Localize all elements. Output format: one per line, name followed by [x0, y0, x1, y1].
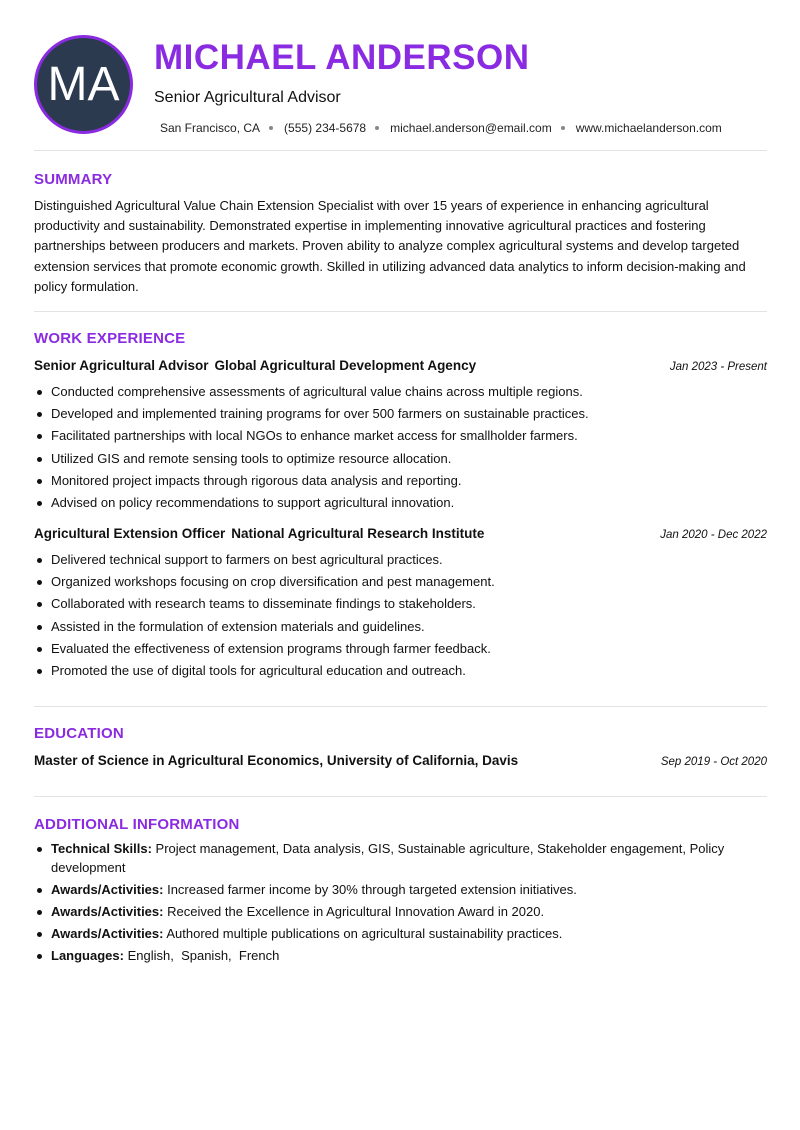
avatar — [34, 35, 133, 134]
list-item: Collaborated with research teams to disseminate findings to stakeholders. — [34, 593, 767, 615]
divider — [34, 150, 767, 151]
info-label: Languages: — [51, 948, 124, 963]
list-item: Assisted in the formulation of extension materials and guidelines. — [34, 616, 767, 638]
list-item: Utilized GIS and remote sensing tools to optimize resource allocation. — [34, 448, 767, 470]
list-item: Facilitated partnerships with local NGOs to enhance market access for smallholder farmers. — [34, 425, 767, 447]
info-text: English, Spanish, French — [127, 948, 280, 963]
job-role: Agricultural Extension Officer — [34, 526, 226, 541]
education-degree: Master of Science in Agricultural Economics, University of California, Davis — [34, 753, 519, 768]
info-text: Authored multiple publications on agricultural sustainability practices. — [166, 925, 563, 941]
list-item: Evaluated the effectiveness of extension programs through farmer feedback. — [34, 638, 767, 660]
job-bullets — [34, 549, 767, 682]
contact-website: www.michaelanderson.com — [575, 121, 722, 135]
list-item: Organized workshops focusing on crop diversification and pest management. — [34, 571, 767, 593]
contact-separator — [269, 126, 273, 130]
job-organization: National Agricultural Research Institute — [231, 526, 485, 541]
contact-separator — [375, 126, 379, 130]
job-dates: Jan 2023 - Present — [669, 361, 767, 373]
job-role: Senior Agricultural Advisor — [34, 358, 209, 373]
job-role-line — [34, 526, 484, 541]
contact-location: San Francisco, CA — [160, 121, 261, 135]
job-bullets — [34, 381, 767, 514]
list-item — [34, 840, 767, 877]
list-item: Advised on policy recommendations to support agricultural innovation. — [34, 492, 767, 514]
job-header — [34, 526, 767, 541]
candidate-title: Senior Agricultural Advisor — [154, 89, 341, 106]
divider — [34, 706, 767, 707]
education-dates: Sep 2019 - Oct 2020 — [660, 756, 767, 768]
list-item — [34, 903, 767, 922]
avatar-initials: MA — [47, 58, 120, 111]
list-item: Conducted comprehensive assessments of agricultural value chains across multiple regions. — [34, 381, 767, 403]
job-organization: Global Agricultural Development Agency — [214, 358, 477, 373]
education-entry — [34, 753, 767, 768]
summary-text: Distinguished Agricultural Value Chain Extension Specialist with over 15 years of experience in enhancing agricultural productivity and sustainability. Demonstrated expertise in implementing innovative agricultural practices and fostering partnerships between producers and markets. Proven ability to analyze complex agricultural systems and develop targeted extension services that promote economic growth. Skilled in utilizing advanced data analytics to inform decision-making and policy formulation. — [34, 198, 746, 294]
experience-heading: WORK EXPERIENCE — [34, 330, 186, 347]
contact-bar — [160, 121, 722, 135]
divider — [34, 796, 767, 797]
additional-heading: ADDITIONAL INFORMATION — [34, 816, 240, 833]
info-label: Awards/Activities: — [51, 925, 164, 941]
info-text: Increased farmer income by 30% through targeted extension initiatives. — [167, 881, 577, 897]
summary-heading: SUMMARY — [34, 171, 113, 188]
additional-list — [34, 840, 767, 969]
list-item: Delivered technical support to farmers on best agricultural practices. — [34, 549, 767, 571]
list-item — [34, 881, 767, 900]
list-item: Promoted the use of digital tools for agricultural education and outreach. — [34, 660, 767, 682]
info-label: Awards/Activities: — [51, 903, 164, 919]
info-label: Technical Skills: — [51, 841, 152, 856]
info-text: Project management, Data analysis, GIS, Sustainable agriculture, Stakeholder engagement, Policy development — [51, 841, 725, 875]
job-role-line — [34, 358, 476, 373]
list-item — [34, 947, 767, 966]
list-item — [34, 925, 767, 944]
list-item: Monitored project impacts through rigorous data analysis and reporting. — [34, 470, 767, 492]
job-dates: Jan 2020 - Dec 2022 — [660, 529, 767, 541]
contact-email: michael.anderson@email.com — [390, 121, 552, 135]
contact-phone: (555) 234-5678 — [284, 121, 367, 135]
education-heading: EDUCATION — [34, 725, 124, 742]
divider — [34, 311, 767, 312]
info-label: Awards/Activities: — [51, 881, 164, 897]
candidate-name: MICHAEL ANDERSON — [154, 38, 530, 77]
list-item: Developed and implemented training programs for over 500 farmers on sustainable practices. — [34, 403, 767, 425]
job-header — [34, 358, 767, 373]
contact-separator — [561, 126, 565, 130]
info-text: Received the Excellence in Agricultural Innovation Award in 2020. — [167, 903, 545, 919]
